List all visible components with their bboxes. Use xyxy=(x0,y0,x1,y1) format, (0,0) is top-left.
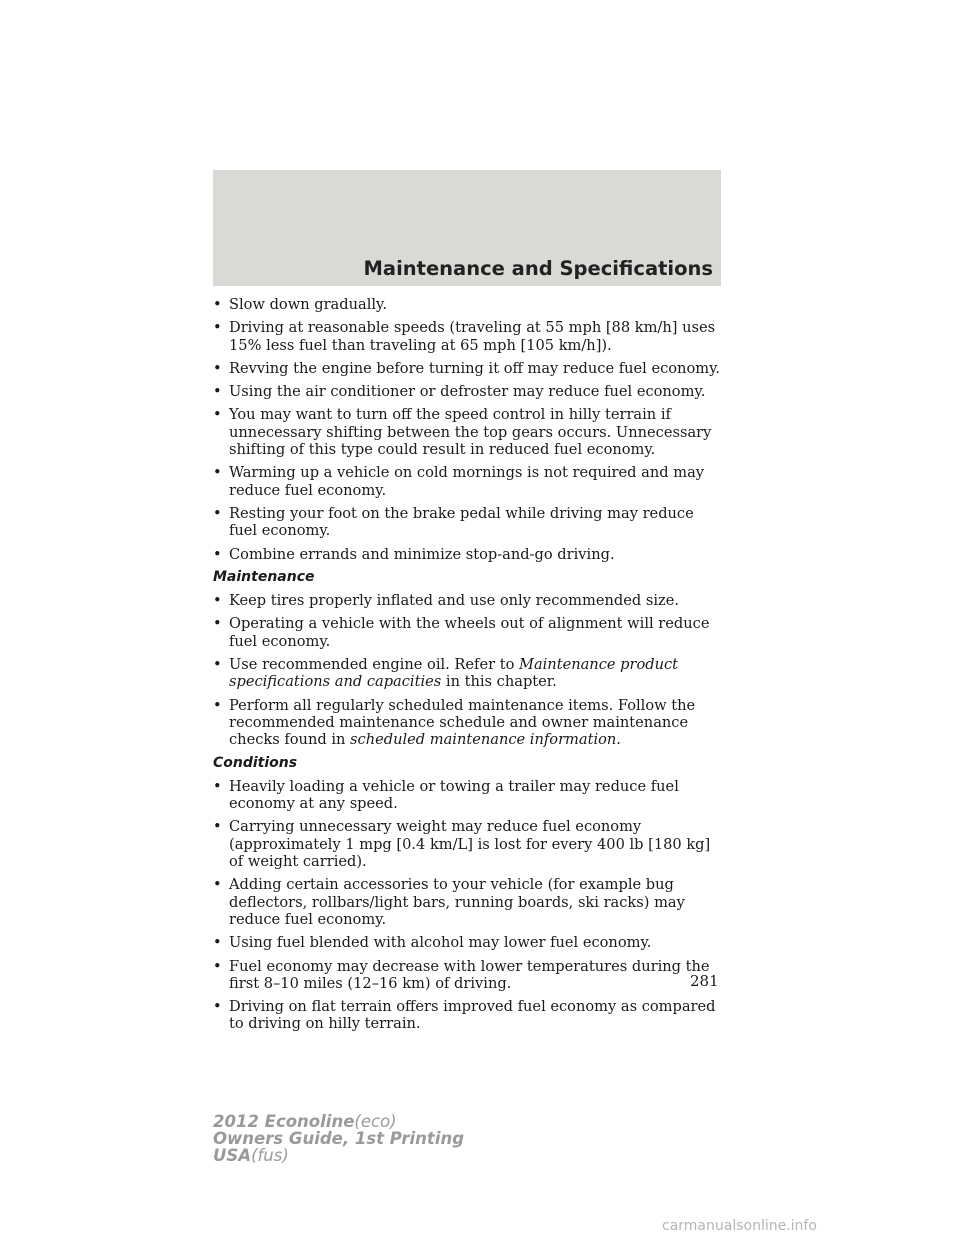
list-item: • Using the air conditioner or defroster may reduce fuel economy. xyxy=(213,383,706,401)
footer-model: 2012 Econoline xyxy=(213,1112,355,1131)
list-item: • Driving on flat terrain offers improved fuel economy as compared to driving on hilly terrain. xyxy=(213,998,716,1033)
page-number: 281 xyxy=(690,972,719,990)
list-item: • Keep tires properly inflated and use only recommended size. xyxy=(213,592,679,610)
list-item: • Combine errands and minimize stop-and-go driving. xyxy=(213,545,615,563)
footer-model-code: (eco) xyxy=(354,1112,397,1131)
conditions-list xyxy=(213,778,723,1033)
list-item: • Carrying unnecessary weight may reduce fuel economy (approximately 1 mpg [0.4 km/L] is lost for every 400 lb [180 kg] of weight carried). xyxy=(213,818,711,871)
chapter-reference: Maintenance product specifications and capacities xyxy=(229,656,679,691)
footer xyxy=(213,1113,464,1164)
section-title: Maintenance and Specifications xyxy=(363,257,713,280)
footer-market-code: (fus) xyxy=(251,1146,289,1165)
list-item: • Operating a vehicle with the wheels out of alignment will reduce fuel economy. xyxy=(213,615,710,650)
header-band xyxy=(213,170,721,286)
list-item: • You may want to turn off the speed control in hilly terrain if unnecessary shifting between the top gears occurs. Unnecessary shifting of this type could result in reduced fuel economy. xyxy=(213,406,712,459)
list-item: • Perform all regularly scheduled maintenance items. Follow the recommended maintenance schedule and owner maintenance checks found in scheduled maintenance information. xyxy=(213,696,696,749)
conditions-heading: Conditions xyxy=(213,754,298,771)
maintenance-list xyxy=(213,592,723,748)
list-item: • Use recommended engine oil. Refer to Maintenance product specifications and capacities in this chapter. xyxy=(213,656,679,691)
list-item: • Revving the engine before turning it off may reduce fuel economy. xyxy=(213,359,721,377)
driving-list xyxy=(213,296,723,563)
list-item: • Using fuel blended with alcohol may lower fuel economy. xyxy=(213,934,652,952)
list-item: • Heavily loading a vehicle or towing a trailer may reduce fuel economy at any speed. xyxy=(213,777,679,813)
list-item: • Slow down gradually. xyxy=(213,296,387,313)
footer-site-logo: carmanualsonline.info xyxy=(662,1218,817,1234)
footer-market: USA xyxy=(213,1146,252,1165)
footer-guide: Owners Guide, 1st Printing xyxy=(213,1129,465,1148)
list-item: • Driving at reasonable speeds (traveling at 55 mph [88 km/h] uses 15% less fuel than traveling at 65 mph [105 km/h]). xyxy=(213,319,716,354)
watermark xyxy=(0,593,135,641)
list-item: • Warming up a vehicle on cold mornings is not required and may reduce fuel economy. xyxy=(213,464,705,499)
list-item: • Resting your foot on the brake pedal while driving may reduce fuel economy. xyxy=(213,504,694,540)
schedule-reference: scheduled maintenance information. xyxy=(350,731,621,749)
list-item: • Adding certain accessories to your vehicle (for example bug deflectors, rollbars/light bars, running boards, ski racks) may reduce fuel economy. xyxy=(213,876,685,928)
list-item: • Fuel economy may decrease with lower temperatures during the first 8–10 miles (12–16 km) of driving. xyxy=(213,957,710,992)
page-content xyxy=(213,296,723,1039)
maintenance-heading: Maintenance xyxy=(213,568,315,585)
